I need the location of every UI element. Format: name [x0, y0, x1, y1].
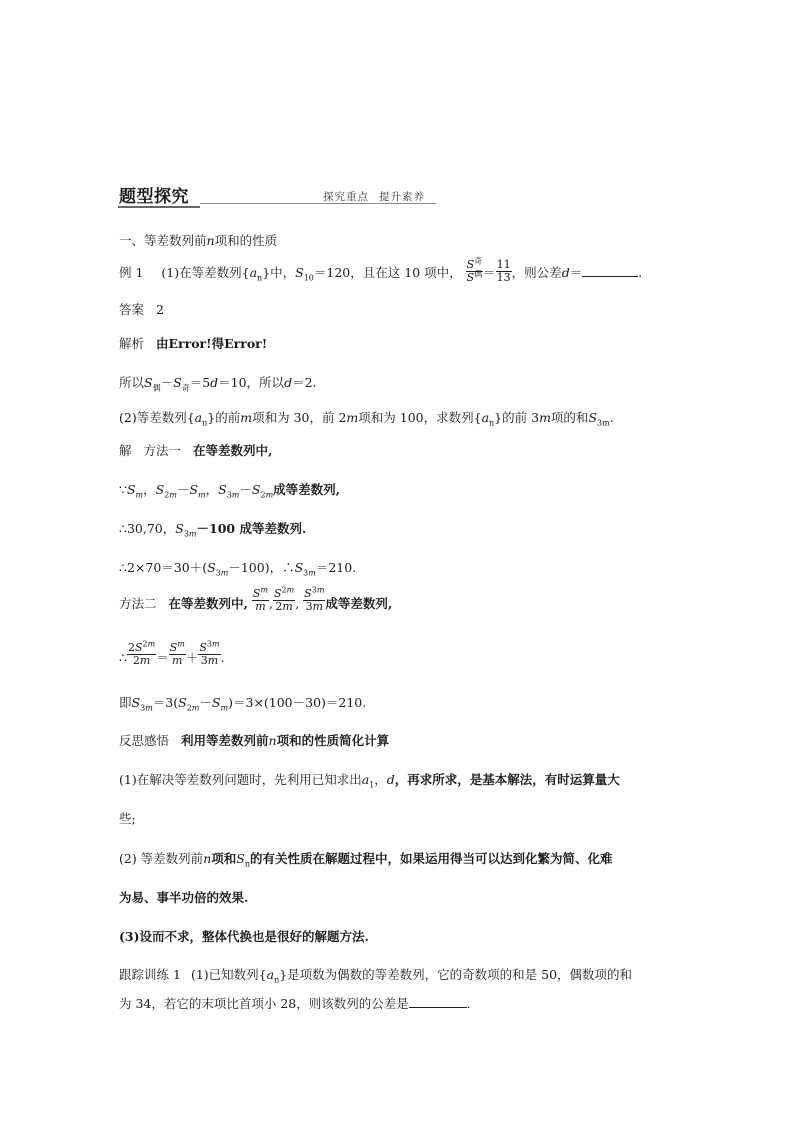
sofar-sub1: 偶 — [152, 383, 161, 393]
practice-var-a: a — [266, 967, 275, 982]
p2-f: 项的和 — [550, 410, 589, 425]
line3-tail: －100 成等差数列. — [196, 521, 307, 536]
p2-var-a: a — [194, 410, 203, 425]
practice-line-2 — [119, 996, 471, 1012]
p1-sub1: 1 — [369, 780, 375, 790]
sofar-d: d — [210, 375, 219, 390]
reflection-title-var: n — [268, 733, 277, 748]
p2-var-a2: a — [481, 410, 490, 425]
line2-tail: 成等差数列, — [273, 482, 341, 497]
line4-b: －100)，∴ — [228, 560, 295, 575]
analysis-text: 由Error!得Error! — [156, 336, 268, 351]
practice-sub: n — [274, 975, 280, 985]
sofar-s: S — [144, 375, 153, 390]
ratio-den: 13 — [496, 271, 511, 284]
p2-e: }的前 3 — [494, 410, 540, 425]
q-sub-n: n — [257, 273, 263, 283]
method2-text: 在等差数列中, — [168, 596, 248, 611]
p2-c: 项和为 30，前 2 — [252, 410, 347, 425]
reflection-point-2-cont — [119, 890, 248, 906]
q-d: d — [561, 265, 570, 280]
practice-end: . — [466, 996, 471, 1011]
practice-c: 为 34，若它的末项比首项小 28，则该数列的公差是 — [119, 996, 409, 1011]
tagline-part-1: 探究重点 — [323, 191, 369, 203]
practice-label: 跟踪训练 1 — [119, 967, 181, 982]
section-1-title-prefix: 一、等差数列前 — [119, 233, 207, 248]
solution-line-7: 即$S_{3m}=3(S_{2m}-S_m)=3\times(100-30)=210$. — [119, 695, 367, 713]
p1-c: 些; — [119, 811, 136, 826]
q-s10-eq: ＝120，且在这 10 项中， — [313, 265, 462, 280]
answer-line — [119, 302, 164, 318]
frac-num-s: S — [466, 258, 475, 271]
example-1-question — [119, 256, 643, 284]
example-label: 例 1 — [119, 265, 144, 280]
p3r: (3)设而不求，整体代换也是很好的解题方法. — [119, 929, 369, 944]
solution-method-2: 方法二 在等差数列中, $\frac{S^m}{m}$ , $\frac{S^{2m}}{2m}$ , $\frac{S^{3m}}{3m}$ 成等差数列, — [119, 585, 393, 613]
line4-c: ＝210. — [315, 560, 357, 575]
header-tagline — [323, 189, 425, 204]
tagline-part-2: 提升素养 — [379, 191, 425, 203]
p2r-c: 的有关性质在解题过程中，如果运用得当可以达到化繁为简、化难 — [250, 851, 613, 866]
line7-a: 即 — [119, 695, 132, 710]
p1-d: d — [386, 772, 395, 787]
solution-line-2: $\because S_m$，$S_{2m}-S_m$，$S_{3m}-S_{2m}$成等差数列, — [119, 482, 341, 500]
practice-answer-blank — [409, 996, 467, 1008]
p2r-sub: n — [244, 859, 250, 869]
frac-2s2m-2m: $\frac{2S^{2m}}{2m}$ — [127, 639, 156, 667]
p2-a: (2)等差数列{ — [119, 410, 195, 425]
p2r-a: (2) 等差数列前 — [119, 851, 204, 866]
line4-a: ∴2×70＝30＋( — [119, 560, 208, 575]
p2-b: }的前 — [207, 410, 241, 425]
sofar-sub2: 奇 — [181, 383, 190, 393]
p2-sub: n — [202, 418, 208, 428]
solution-method-1 — [119, 443, 272, 459]
q-text-b: }中， — [262, 265, 296, 280]
frac-den-s: S — [466, 271, 475, 284]
solution-line-4: $\therefore 2\times 70=30+(S_{3m}-100)$，$\therefore S_{3m}=210$. — [119, 560, 357, 578]
frac-s3m-3m: $\frac{S^{3m}}{3m}$ — [304, 585, 325, 613]
sofar-a: 所以 — [119, 375, 145, 390]
reflection-point-3 — [119, 929, 369, 945]
line3-a: ∴30,70， — [119, 521, 176, 536]
q-tail-eq: ＝ — [569, 265, 583, 280]
p2r-s: S — [236, 851, 245, 866]
frac-eq: ＝ — [483, 265, 496, 280]
frac-den-sub: 偶 — [474, 269, 483, 279]
sofar-s2: S — [173, 375, 182, 390]
practice-b: }是项数为偶数的等差数列，它的奇数项的和是 50，偶数项的和 — [279, 967, 633, 982]
reflection-title-b: 项和的性质简化计算 — [276, 733, 390, 748]
p2r-n: n — [203, 851, 212, 866]
q-s10: S — [295, 265, 304, 280]
frac-sm-m: $\frac{S^m}{m}$ — [252, 585, 268, 613]
solution-line-3: ∴30,70，$S_{3m}-100$ 成等差数列. — [119, 521, 307, 539]
reflection-point-2 — [119, 851, 613, 867]
p2-end: . — [609, 410, 614, 425]
q-text-a: (1)在等差数列{ — [161, 265, 250, 280]
p2-m2: m — [346, 410, 359, 425]
p2-sub2: n — [489, 418, 495, 428]
p2r-d: 为易、事半功倍的效果. — [119, 890, 249, 905]
sofar-d2: d — [284, 375, 293, 390]
answer-blank — [582, 265, 638, 277]
p1-a: (1)在解决等差数列问题时，先利用已知求出 — [119, 772, 362, 787]
q-end: . — [638, 265, 643, 280]
solution-line-6: ∴ $\frac{2S^{2m}}{2m}$ ＝ $\frac{S^m}{m}$ ＋ $\frac{S^{3m}}{3m}$ . — [119, 639, 225, 667]
method2-tail: 成等差数列, — [325, 596, 393, 611]
q-var-a: a — [249, 265, 258, 280]
sofar-eq2: ＝10，所以 — [218, 375, 285, 390]
p1-a1: a — [361, 772, 370, 787]
frac-s3m-3m-2: $\frac{S^{3m}}{3m}$ — [199, 639, 220, 667]
p2-m: m — [240, 410, 253, 425]
reflection-title — [119, 733, 389, 749]
conclusion-line — [119, 375, 317, 391]
method2-label: 方法二 — [119, 596, 157, 611]
section-heading: 题型探究 — [119, 187, 189, 207]
line7-b: ＝3( — [152, 695, 179, 710]
method1-label: 方法一 — [143, 443, 182, 458]
section-1-title-var: n — [206, 233, 215, 248]
section-1-title-suffix: 项和的性质 — [214, 233, 278, 248]
ratio-num: 11 — [496, 258, 511, 271]
frac-s2m-2m: $\frac{S^{2m}}{2m}$ — [273, 585, 295, 613]
analysis-label: 解析 — [119, 336, 145, 351]
frac-sm-m-2: $\frac{S^m}{m}$ — [169, 639, 185, 667]
ratio-fraction-s — [466, 256, 484, 284]
example-1-part-2 — [119, 410, 614, 426]
method1-text: 在等差数列中, — [193, 443, 273, 458]
sofar-eq3: ＝2. — [292, 375, 317, 390]
ratio-fraction-num — [496, 259, 512, 284]
reflection-point-1-cont — [119, 811, 136, 827]
p1-b: ，再求所求，是基本解法，有时运算量大 — [394, 772, 620, 787]
practice-line-1 — [119, 967, 632, 983]
answer-value: 2 — [156, 302, 164, 317]
q-tail: ，则公差 — [511, 265, 562, 280]
sofar-eq: ＝5 — [189, 375, 211, 390]
reflection-title-a: 利用等差数列前 — [181, 733, 269, 748]
p2-d: 项和为 100，求数列{ — [358, 410, 482, 425]
therefore-symbol: ∴ — [119, 650, 127, 665]
because-symbol: ∵ — [119, 482, 127, 497]
answer-label: 答案 — [119, 302, 145, 317]
p2-s3m: S — [588, 410, 598, 425]
reflection-label: 反思感悟 — [119, 733, 170, 748]
p2r-b: 项和 — [211, 851, 237, 866]
p2-m3: m — [539, 410, 551, 425]
practice-a: (1)已知数列{ — [190, 967, 267, 982]
sofar-minus: － — [160, 375, 174, 390]
solution-label: 解 — [119, 443, 132, 458]
frac-num-sub: 奇 — [474, 256, 483, 266]
q-s10-sub: 10 — [303, 273, 314, 283]
heading-underline — [118, 206, 200, 208]
section-1-title — [119, 233, 277, 249]
reflection-point-1 — [119, 772, 620, 788]
line7-c: － — [199, 695, 212, 710]
line7-d: )＝3×(100－30)＝210. — [228, 695, 367, 710]
p2-s3m-sub: 3m — [597, 418, 610, 428]
p1-comma: ， — [374, 772, 387, 787]
analysis-line — [119, 336, 267, 352]
